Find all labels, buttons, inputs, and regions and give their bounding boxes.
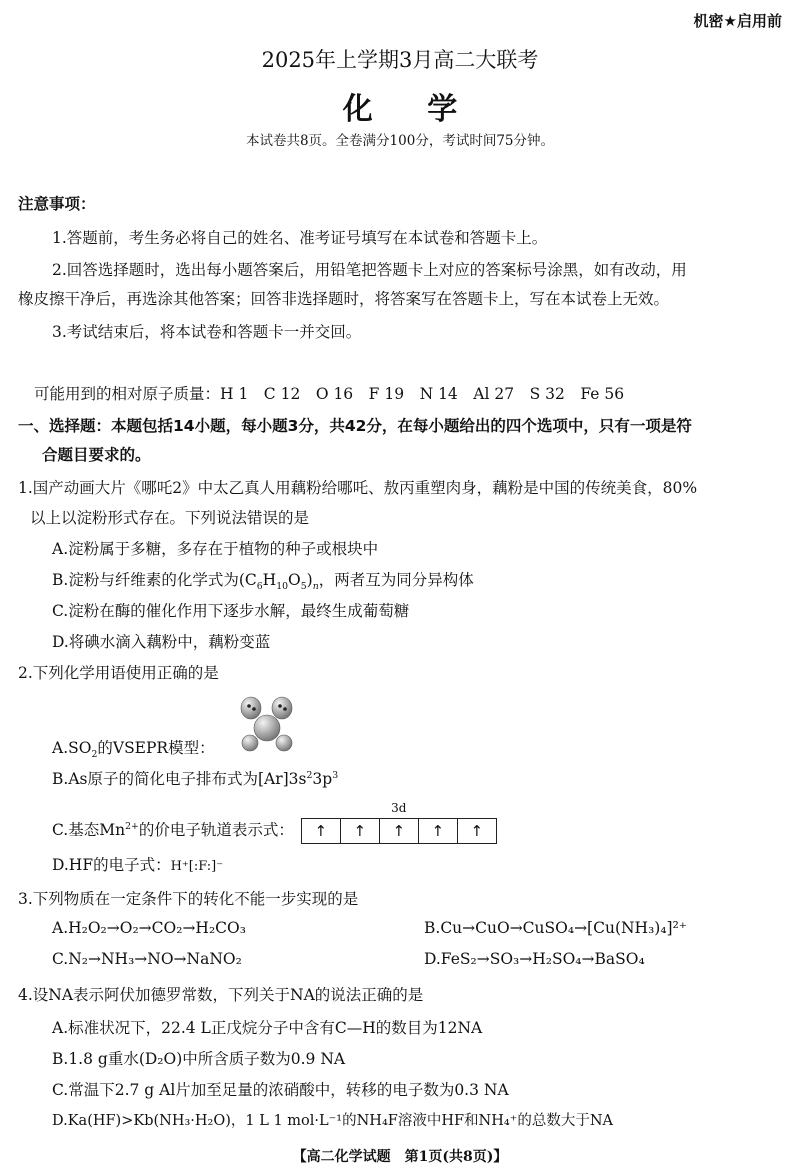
q2-stem: 2.下列化学用语使用正确的是 — [18, 664, 219, 682]
q3-option-d: D.FeS₂→SO₃→H₂SO₄→BaSO₄ — [424, 950, 645, 968]
q4-option-a: A.标准状况下，22.4 L正戊烷分子中含有C—H的数目为12NA — [52, 1019, 483, 1037]
q1-stem: 1.国产动画大片《哪吒2》中太乙真人用藕粉给哪吒、敖丙重塑肉身，藕粉是中国的传统美食，80% — [18, 479, 698, 497]
q4-option-b: B.1.8 g重水(D₂O)中所含质子数为0.9 NA — [52, 1050, 346, 1068]
orbital-box: ↑ — [341, 819, 380, 843]
exam-info: 本试卷共8页。全卷满分100分，考试时间75分钟。 — [245, 133, 555, 149]
q4-stem: 4.设NA表示阿伏加德罗常数，下列关于NA的说法正确的是 — [18, 986, 424, 1004]
confidential-mark: 机密★启用前 — [693, 12, 782, 30]
q3-stem: 3.下列物质在一定条件下的转化不能一步实现的是 — [18, 890, 359, 908]
orbital-label: 3d — [391, 801, 407, 815]
orbital-box: ↑ — [470, 822, 484, 840]
q3-option-a: A.H₂O₂→O₂→CO₂→H₂CO₃ — [52, 919, 246, 937]
section-1-heading-cont: 合题目要求的。 — [42, 446, 151, 464]
notice-item-3: 3.考试结束后，将本试卷和答题卡一并交回。 — [52, 323, 362, 341]
q2-option-a: $A.SO_2$的VSEPR模型： — [52, 739, 215, 761]
orbital-diagram — [301, 801, 497, 844]
q1-option-c: C.淀粉在酶的催化作用下逐步水解，最终生成葡萄糖 — [52, 602, 410, 620]
hf-electron-formula: H⁺[:F:]⁻ — [170, 859, 224, 874]
q2-option-d: D.HF的电子式：H⁺[:F:]⁻ — [52, 856, 224, 874]
orbital-box: ↑ — [419, 819, 458, 843]
section-1-heading: 一、选择题：本题包括14小题，每小题3分，共42分，在每小题给出的四个选项中，只有一项是符 — [18, 417, 692, 435]
orbital-box: ↑ — [380, 819, 419, 843]
q4-option-d: D.Ka(HF)>Kb(NH₃·H₂O)，1 L 1 mol·L⁻¹的NH₄F溶液中HF和NH₄⁺的总数大于NA — [52, 1113, 613, 1129]
q3-option-c: C.N₂→NH₃→NO→NaNO₂ — [52, 950, 242, 968]
notice-item-2: 2.回答选择题时，选出每小题答案后，用铅笔把答题卡上对应的答案标号涂黑，如有改动，用 — [52, 261, 687, 279]
exam-title: 2025年上学期3月高二大联考 — [261, 48, 539, 72]
notice-item-2-cont: 橡皮擦干净后，再选涂其他答案；回答非选择题时，将答案写在答题卡上，写在本试卷上无效。 — [18, 290, 670, 308]
q1-option-d: D.将碘水滴入藕粉中，藕粉变蓝 — [52, 633, 271, 651]
so2-vsepr-model-icon — [238, 694, 298, 754]
notice-heading: 注意事项： — [18, 195, 96, 213]
q2-option-c: C.基态$Mn^{2+}$的价电子轨道表示式： 3d ↑ ↑ ↑ ↑ ↑ — [52, 818, 497, 844]
q3-option-b: B.Cu→CuO→CuSO₄→[Cu(NH₃)₄]²⁺ — [424, 919, 687, 937]
q1-stem-cont: 以上以淀粉形式存在。下列说法错误的是 — [30, 509, 310, 527]
q4-option-c: C.常温下2.7 g Al片加至足量的浓硝酸中，转移的电子数为0.3 NA — [52, 1081, 509, 1099]
q1-option-b: B.淀粉与纤维素的化学式为$(C_6H_{10}O_5)_n$，两者互为同分异构体 — [52, 571, 474, 593]
atomic-mass-line: 可能用到的相对原子质量：H 1 C 12 O 16 F 19 N 14 Al 27 S 32 Fe 56 — [34, 385, 625, 403]
orbital-box: ↑ — [302, 819, 341, 843]
subject-title: 化 学 — [342, 92, 480, 127]
q1-option-a: A.淀粉属于多糖，多存在于植物的种子或根块中 — [52, 540, 379, 558]
page-footer: 【高二化学试题 第1页(共8页)】 — [292, 1149, 508, 1165]
notice-item-1: 1.答题前，考生务必将自己的姓名、准考证号填写在本试卷和答题卡上。 — [52, 229, 548, 247]
q2-option-b: B.As原子的简化电子排布式为$[Ar]3s^23p^3$ — [52, 769, 339, 788]
